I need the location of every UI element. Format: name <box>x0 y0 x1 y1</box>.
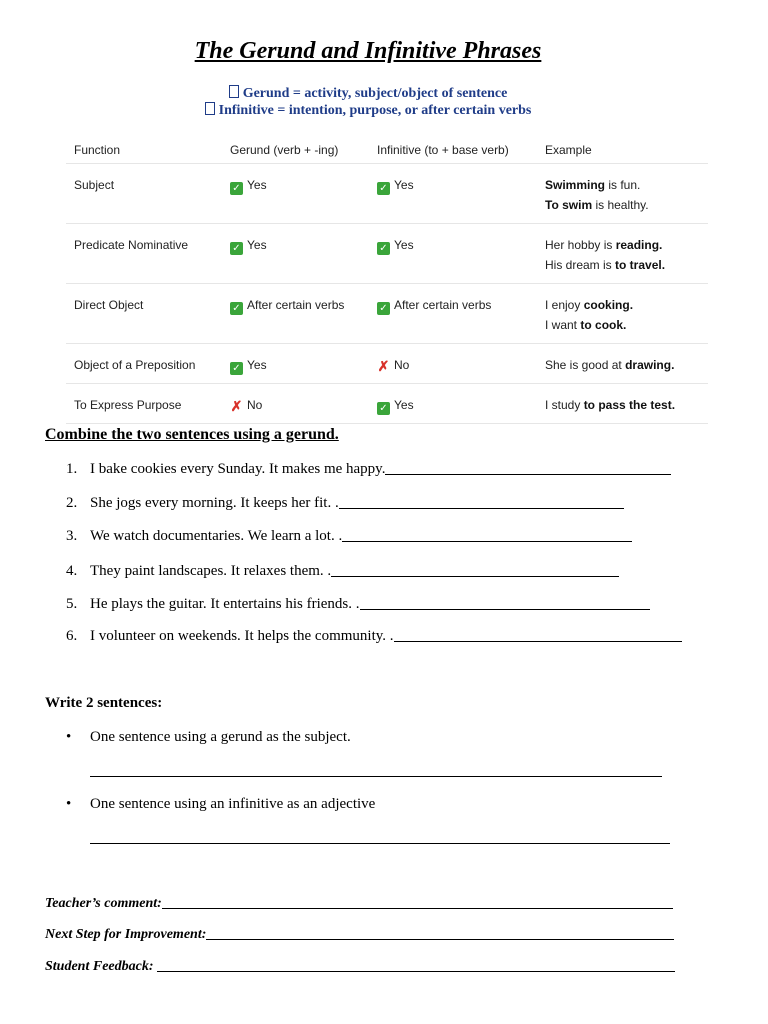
example-line: I study to pass the test. <box>545 398 676 412</box>
page-title: The Gerund and Infinitive Phrases <box>194 38 542 64</box>
cross-icon: ✗ <box>377 358 390 374</box>
next-step-line[interactable] <box>206 927 674 940</box>
function-table <box>66 136 708 424</box>
header-function: Function <box>74 143 121 157</box>
check-icon: ✓ <box>230 182 243 195</box>
example-line: Her hobby is reading. <box>545 238 663 252</box>
gerund-cell: ✗ No <box>230 398 263 414</box>
legend-infinitive: Infinitive = intention, purpose, or after certain verbs <box>0 102 736 119</box>
function-cell: Object of a Preposition <box>74 358 196 372</box>
checkbox-icon <box>205 102 215 115</box>
check-icon: ✓ <box>230 362 243 375</box>
answer-blank[interactable] <box>331 564 619 577</box>
infinitive-cell: ✓ Yes <box>377 178 414 195</box>
cross-icon: ✗ <box>230 398 243 414</box>
check-icon: ✓ <box>377 402 390 415</box>
check-icon: ✓ <box>230 302 243 315</box>
answer-blank[interactable] <box>394 629 682 642</box>
exercise-item: 6. I volunteer on weekends. It helps the community. . <box>66 628 682 645</box>
function-cell: Subject <box>74 178 115 192</box>
answer-line-2[interactable] <box>90 843 670 844</box>
example-line: His dream is to travel. <box>545 258 666 272</box>
table-row <box>66 164 708 224</box>
answer-line-1[interactable] <box>90 776 662 777</box>
example-line: I enjoy cooking. <box>545 298 634 312</box>
example-cell <box>545 298 633 338</box>
gerund-cell: ✓ Yes <box>230 238 267 255</box>
example-cell <box>545 238 665 278</box>
exercise-item: 2. She jogs every morning. It keeps her fit. . <box>66 495 624 512</box>
answer-blank[interactable] <box>339 496 624 509</box>
infinitive-cell: ✓ Yes <box>377 238 414 255</box>
table-row <box>66 284 708 344</box>
table-row <box>66 384 708 424</box>
example-line: I want to cook. <box>545 318 627 332</box>
gerund-cell: ✓ Yes <box>230 358 267 375</box>
exercise-item: 5. He plays the guitar. It entertains his friends. . <box>66 596 650 613</box>
example-line: Swimming is fun. <box>545 178 641 192</box>
checkbox-icon <box>229 85 239 98</box>
header-example: Example <box>545 143 592 157</box>
header-infinitive: Infinitive (to + base verb) <box>377 143 509 157</box>
answer-blank[interactable] <box>342 529 632 542</box>
table-header-row <box>66 136 708 164</box>
bullet-icon: • <box>66 729 72 745</box>
check-icon: ✓ <box>230 242 243 255</box>
exercise-item: 4. They paint landscapes. It relaxes them. . <box>66 563 619 580</box>
infinitive-cell: ✗ No <box>377 358 410 374</box>
infinitive-cell: ✓ Yes <box>377 398 414 415</box>
bullet-icon: • <box>66 796 72 812</box>
header-gerund: Gerund (verb + -ing) <box>230 143 339 157</box>
legend-gerund: Gerund = activity, subject/object of sentence <box>0 85 736 102</box>
combine-heading: Combine the two sentences using a gerund. <box>45 426 339 443</box>
write-heading: Write 2 sentences: <box>45 695 163 711</box>
table-row <box>66 224 708 284</box>
function-cell: Predicate Nominative <box>74 238 189 252</box>
table-row <box>66 344 708 384</box>
next-step: Next Step for Improvement: <box>45 927 674 943</box>
bullet-gerund-subject: • One sentence using a gerund as the subject. <box>66 729 351 745</box>
check-icon: ✓ <box>377 182 390 195</box>
teacher-comment: Teacher’s comment: <box>45 896 673 912</box>
example-line: To swim is healthy. <box>545 198 649 212</box>
function-cell: To Express Purpose <box>74 398 182 412</box>
gerund-cell: ✓ Yes <box>230 178 267 195</box>
answer-blank[interactable] <box>385 462 671 475</box>
example-cell <box>545 358 674 378</box>
check-icon: ✓ <box>377 242 390 255</box>
gerund-cell: ✓ After certain verbs <box>230 298 344 315</box>
student-feedback: Student Feedback: <box>45 959 675 975</box>
function-cell: Direct Object <box>74 298 144 312</box>
answer-blank[interactable] <box>360 597 650 610</box>
example-cell <box>545 178 649 218</box>
bullet-infinitive-adjective: • One sentence using an infinitive as an adjective <box>66 796 376 812</box>
check-icon: ✓ <box>377 302 390 315</box>
example-line: She is good at drawing. <box>545 358 675 372</box>
example-cell <box>545 398 675 418</box>
student-feedback-line[interactable] <box>157 959 675 972</box>
infinitive-cell: ✓ After certain verbs <box>377 298 491 315</box>
teacher-comment-line[interactable] <box>162 896 673 909</box>
exercise-item: 3. We watch documentaries. We learn a lot. . <box>66 528 632 545</box>
exercise-item: 1. I bake cookies every Sunday. It makes me happy. <box>66 461 671 478</box>
